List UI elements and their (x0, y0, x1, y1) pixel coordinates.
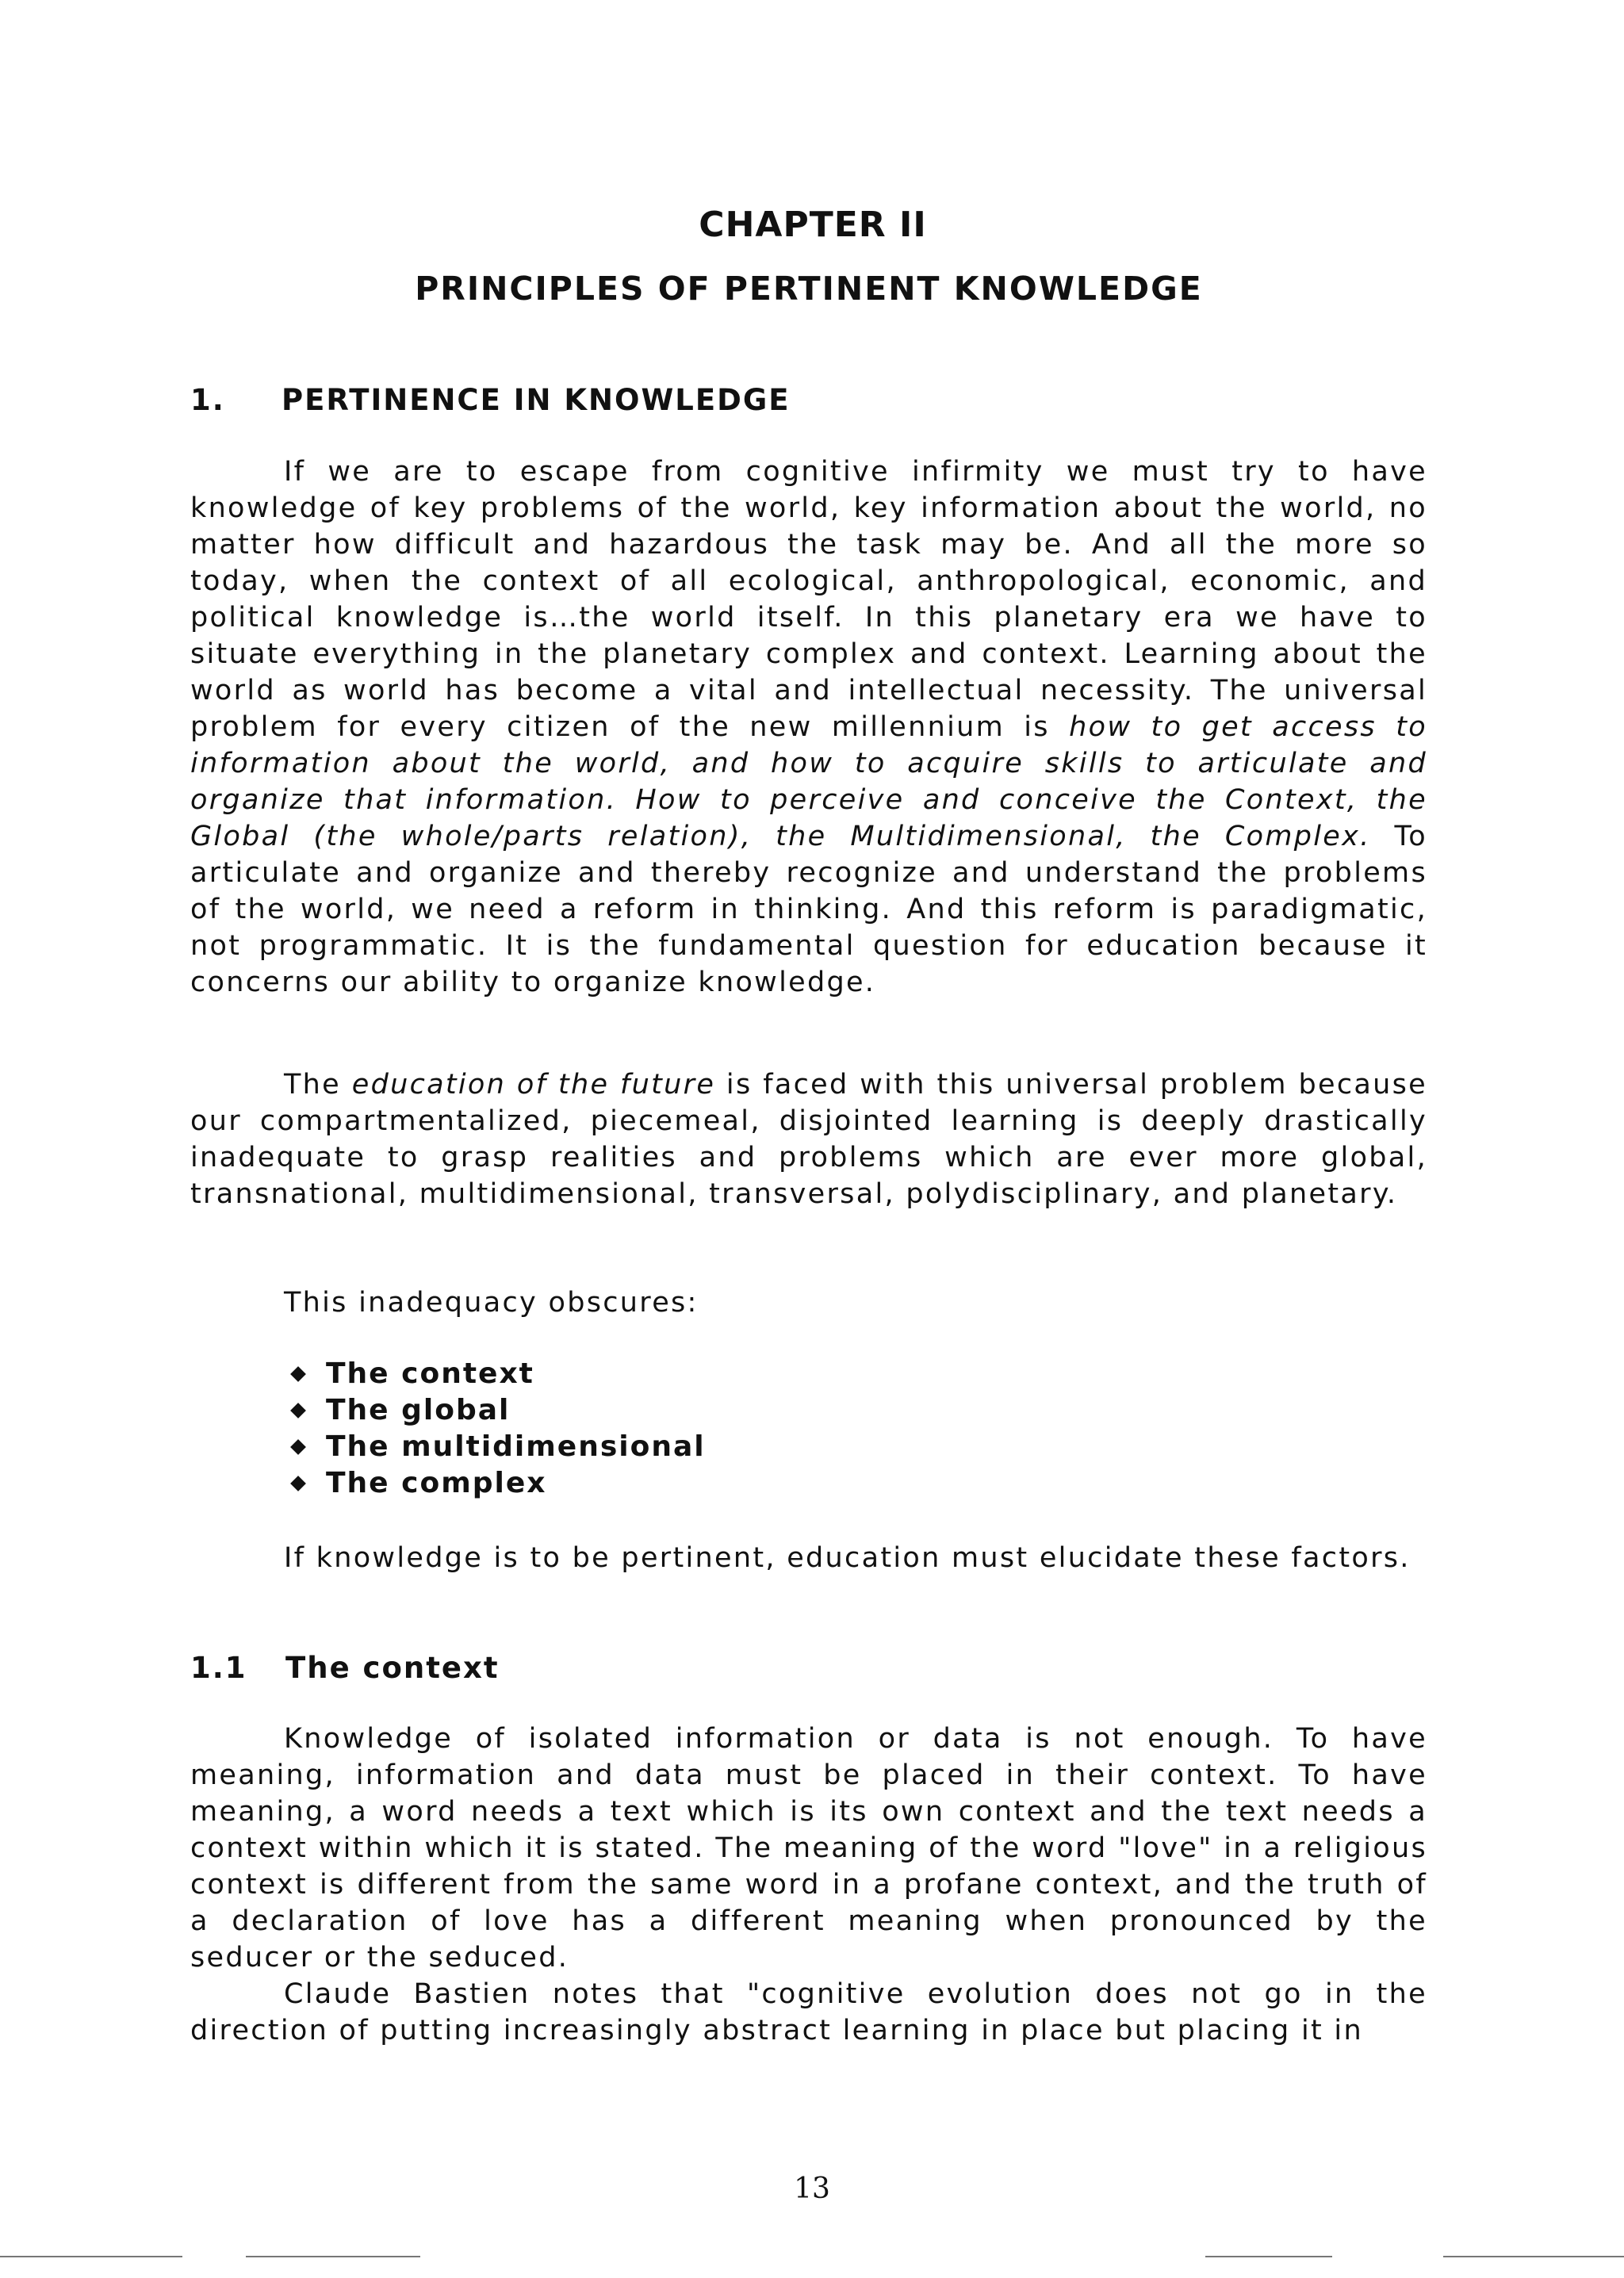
list-item-label: The global (326, 1394, 511, 1426)
paragraph-text-end: is faced with this universal problem because our compartmentalized, piecemeal, disjointed learning is deeply drastically inadequate to grasp realities and problems which are ever more global, transnational, multidimensional, transversal, polydisciplinary, and planetary. (190, 1069, 1428, 1210)
paragraph-context (190, 1721, 1427, 1976)
list-item (289, 1465, 706, 1502)
diamond-bullet-icon (290, 1439, 306, 1455)
subsection-title: The context (285, 1651, 500, 1685)
subsection-number: 1.1 (190, 1651, 247, 1685)
paragraph-intro (190, 454, 1427, 1001)
list-item (289, 1429, 706, 1465)
list-item (289, 1392, 706, 1429)
chapter-subtitle: PRINCIPLES OF PERTINENT KNOWLEDGE (415, 270, 1203, 308)
list-item-label: The complex (326, 1467, 547, 1499)
list-item-label: The context (326, 1357, 534, 1390)
section-heading (190, 383, 790, 417)
list-item (289, 1356, 706, 1392)
chapter-title: CHAPTER II (699, 205, 927, 245)
footer-rule (1205, 2256, 1332, 2257)
paragraph-inadequacy (190, 1284, 1427, 1321)
paragraph-text: Knowledge of isolated information or data is not enough. To have meaning, information and data must be placed in their context. To have meaning, a word needs a text which is its own context and the text needs a context within which it is stated. The meaning of the word "love" in a religious context is different from the same word in a profane context, and the truth of a declaration of love has a different meaning when pronounced by the seducer or the seduced. (190, 1723, 1427, 1974)
paragraph-text: The (284, 1069, 352, 1101)
subsection-heading (190, 1651, 500, 1685)
paragraph-intro-text: If we are to escape from cognitive infirmity we must try to have knowledge of key problems of the world, key information about the world, no matter how difficult and hazardous the task may be. And all the more so today, when the context of all ecological, anthropological, economic, and political knowledge is…the world itself. In this planetary era we have to situate everything in the planetary complex and context. Learning about the world as world has become a vital and intellectual necessity. The universal problem for every citizen of the new millennium is (190, 456, 1427, 743)
paragraph-text: This inadequacy obscures: (284, 1287, 699, 1319)
paragraph-education-future (190, 1066, 1427, 1212)
paragraph-pertinent (190, 1540, 1427, 1576)
diamond-bullet-icon (290, 1476, 306, 1491)
paragraph-text: If knowledge is to be pertinent, education must elucidate these factors. (284, 1542, 1411, 1574)
footer-rule (0, 2256, 182, 2257)
paragraph-intro-text-end: To articulate and organize and thereby recognize and understand the problems of the world, we need a reform in thinking. And this reform is paradigmatic, not programmatic. It is the fundamental question for education because it concerns our ability to organize knowledge. (190, 821, 1427, 998)
paragraph-italic: education of the future (351, 1069, 716, 1101)
section-number: 1. (190, 383, 225, 417)
page-number: 13 (794, 2173, 830, 2205)
paragraph-intro-italic: how to get access to information about the world, and how to acquire skills to articulate and organize that information. How to perceive and conceive the Context, the Global (the whole/parts relation), the Multidimensional, the Complex. (190, 711, 1427, 852)
list-item-label: The multidimensional (326, 1430, 706, 1463)
diamond-bullet-icon (290, 1366, 306, 1382)
footer-rule (246, 2256, 420, 2257)
diamond-bullet-icon (290, 1403, 306, 1418)
footer-rule (1443, 2256, 1624, 2257)
bullet-list (289, 1356, 706, 1502)
section-title: PERTINENCE IN KNOWLEDGE (282, 383, 791, 417)
paragraph-bastien (190, 1976, 1427, 2049)
paragraph-text: Claude Bastien notes that "cognitive evolution does not go in the direction of putting increasingly abstract learning in place but placing it in (190, 1978, 1427, 2046)
